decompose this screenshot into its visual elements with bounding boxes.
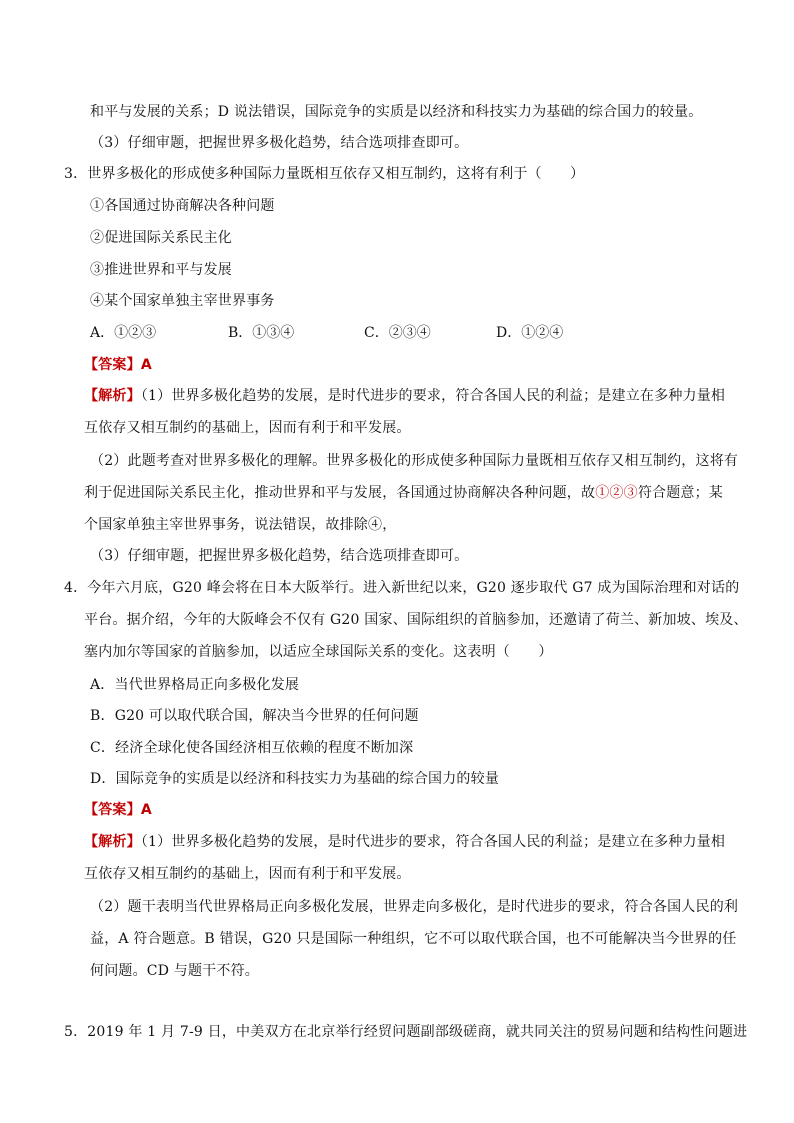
q4-analysis-line-5: 何问题。CD 与题干不符。 xyxy=(90,963,259,979)
q4-analysis-line-3: （2）题干表明当代世界格局正向多极化发展，世界走向多极化，是时代进步的要求，符合各国人民的利 xyxy=(90,899,739,915)
q4-analysis-line-4: 益，A 符合题意。B 错误，G20 只是国际一种组织，它不可以取代联合国，也不可能解决当今世界的任 xyxy=(90,931,737,947)
q4-analysis-line-2: 互依存又相互制约的基础上，因而有利于和平发展。 xyxy=(84,866,411,882)
q4-stem-line-2: 平台。据介绍，今年的大阪峰会不仅有 G20 国家、国际组织的首脑参加，还邀请了荷兰、新加坡、埃及、 xyxy=(84,612,748,628)
q4-answer xyxy=(84,800,152,820)
q3-analysis-line-1 xyxy=(84,386,725,406)
q3-option-d: D．①②④ xyxy=(496,325,564,341)
q5-stem-line-1: 5．2019 年 1 月 7-9 日，中美双方在北京举行经贸问题副部级磋商，就共同关注的贸易问题和结构性问题进 xyxy=(64,1024,748,1040)
q3-analysis-line-2: 互依存又相互制约的基础上，因而有利于和平发展。 xyxy=(84,420,411,436)
q3-option-c: C．②③④ xyxy=(364,325,431,341)
intro-line-2: （3）仔细审题，把握世界多极化趋势，结合选项排查即可。 xyxy=(90,135,469,151)
q3-option-b: B．①③④ xyxy=(228,325,295,341)
q4-analysis-label: 【解析】 xyxy=(84,834,141,850)
q3-option-a: A．①②③ xyxy=(90,325,157,341)
q4-option-d: D．国际竞争的实质是以经济和科技实力为基础的综合国力的较量 xyxy=(90,771,500,787)
q3-item-3: ③推进世界和平与发展 xyxy=(90,262,232,278)
q3-answer xyxy=(84,355,152,375)
q3-analysis-line-3: （2）此题考查对世界多极化的理解。世界多极化的形成使多种国际力量既相互依存又相互制约，这将有 xyxy=(90,453,739,469)
q3-analysis-text-1: （1）世界多极化趋势的发展，是时代进步的要求，符合各国人民的利益；是建立在多种力量相 xyxy=(140,388,726,404)
q3-analysis-label: 【解析】 xyxy=(84,388,141,404)
q3-analysis-line-4 xyxy=(84,483,723,503)
intro-line-1: 和平与发展的关系；D 说法错误，国际竞争的实质是以经济和科技实力为基础的综合国力的较量。 xyxy=(90,104,703,120)
q3-item-4: ④某个国家单独主宰世界事务 xyxy=(90,293,275,309)
q3-answer-label: 【答案】 xyxy=(84,357,141,373)
q3-analysis-line-5: 个国家单独主宰世界事务，说法错误，故排除④， xyxy=(84,517,397,533)
q4-stem-line-3: 塞内加尔等国家的首脑参加，以适应全球国际关系的变化。这表明（ ） xyxy=(84,644,553,660)
q4-option-a: A．当代世界格局正向多极化发展 xyxy=(90,677,300,693)
q4-answer-label: 【答案】 xyxy=(84,802,141,818)
q4-option-b: B．G20 可以取代联合国，解决当今世界的任何问题 xyxy=(90,708,419,724)
q3-stem: 3．世界多极化的形成使多种国际力量既相互依存又相互制约，这将有利于（ ） xyxy=(64,166,585,182)
q3-item-2: ②促进国际关系民主化 xyxy=(90,230,232,246)
q3-analysis-text-4: 利于促进国际关系民主化，推动世界和平与发展，各国通过协商解决各种问题，故 xyxy=(84,485,596,501)
q4-analysis-text-1: （1）世界多极化趋势的发展，是时代进步的要求，符合各国人民的利益；是建立在多种力量相 xyxy=(140,834,726,850)
q3-analysis-highlight: ①②③ xyxy=(595,485,638,501)
q4-stem-line-1: 4．今年六月底，G20 峰会将在日本大阪举行。进入新世纪以来，G20 逐步取代 G7 成为国际治理和对话的 xyxy=(64,580,740,596)
q4-answer-value: A xyxy=(140,802,152,818)
q3-analysis-text-4-tail: 符合题意；某 xyxy=(637,485,724,501)
q4-option-c: C．经济全球化使各国经济相互依赖的程度不断加深 xyxy=(90,740,414,756)
q3-answer-value: A xyxy=(140,357,152,373)
q4-analysis-line-1 xyxy=(84,832,725,852)
q3-item-1: ①各国通过协商解决各种问题 xyxy=(90,198,275,214)
q3-analysis-line-6: （3）仔细审题，把握世界多极化趋势，结合选项排查即可。 xyxy=(90,548,469,564)
